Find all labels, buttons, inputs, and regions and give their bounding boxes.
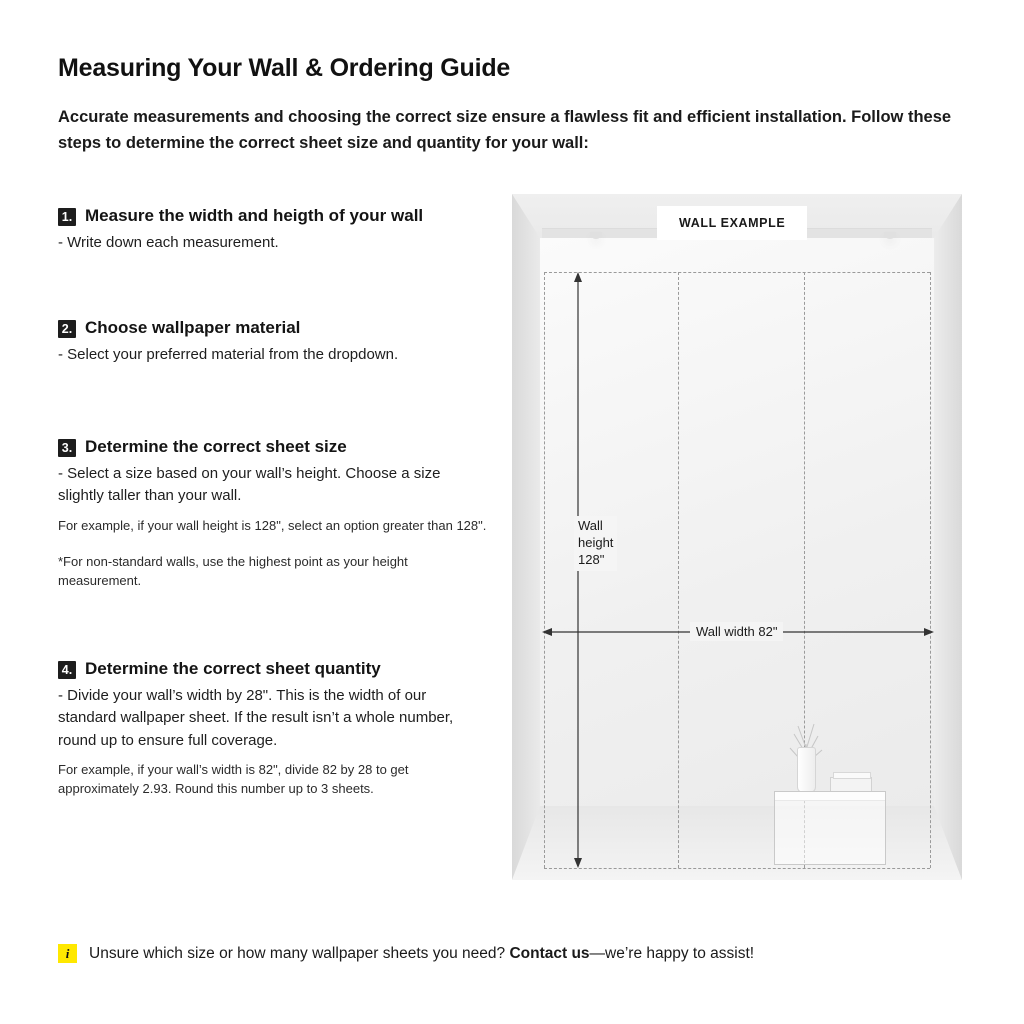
step-2-body: - Select your preferred material from the dropdown. — [58, 346, 399, 364]
step-4-heading: Determine the correct sheet quantity — [85, 659, 381, 678]
step-number-badge-1: 1. — [58, 208, 76, 226]
wall-width-label: Wall width 82" — [690, 622, 783, 641]
step-3-note: For example, if your wall height is 128", select an option greater than 128". — [58, 517, 487, 533]
wall-height-label-line2: height — [578, 534, 614, 550]
contact-us-link[interactable]: Contact us — [509, 944, 590, 962]
wall-height-label-line1: Wall — [578, 518, 603, 533]
step-4-note: For example, if your wall’s width is 82", divide 82 by 28 to get approximately 2.93. Round this number up to 3 sheets. — [58, 761, 409, 796]
step-number-badge-3: 3. — [58, 439, 76, 457]
page-title: Measuring Your Wall & Ordering Guide — [58, 54, 511, 82]
footer-text — [89, 945, 754, 963]
footer-text-after: —we’re happy to assist! — [589, 944, 755, 962]
step-number-badge-4: 4. — [58, 661, 76, 679]
info-icon: i — [58, 944, 77, 963]
intro-paragraph: Accurate measurements and choosing the correct size ensure a flawless fit and efficient installation. Follow these steps to determine the correct sheet size and quantity for your wall: — [58, 108, 952, 152]
step-1-heading: Measure the width and heigth of your wall — [85, 206, 424, 225]
wall-height-label — [574, 516, 617, 571]
wall-height-label-line3: 128" — [578, 551, 605, 567]
step-2-head — [58, 317, 488, 338]
wall-example-badge: WALL EXAMPLE — [657, 206, 807, 240]
step-4-body: - Divide your wall’s width by 28". This is the width of our standard wallpaper sheet. If the result isn’t a whole number, round up to ensure full coverage. — [58, 687, 454, 749]
step-item-3 — [58, 436, 488, 591]
step-1-head — [58, 205, 488, 226]
step-4-head — [58, 658, 488, 679]
step-item-1 — [58, 205, 488, 254]
step-3-head — [58, 436, 488, 457]
step-item-4 — [58, 658, 488, 799]
step-3-body: - Select a size based on your wall’s height. Choose a size slightly taller than your wall. — [58, 465, 441, 505]
step-number-badge-2: 2. — [58, 320, 76, 338]
footer-text-before: Unsure which size or how many wallpaper sheets you need? — [89, 944, 510, 962]
step-3-note-secondary: *For non-standard walls, use the highest point as your height measurement. — [58, 554, 408, 589]
step-2-heading: Choose wallpaper material — [85, 318, 301, 337]
step-item-2 — [58, 317, 488, 366]
step-3-heading: Determine the correct sheet size — [85, 437, 347, 456]
footer-note — [58, 944, 754, 963]
wall-example-illustration — [512, 194, 962, 880]
step-1-body: - Write down each measurement. — [58, 234, 279, 252]
